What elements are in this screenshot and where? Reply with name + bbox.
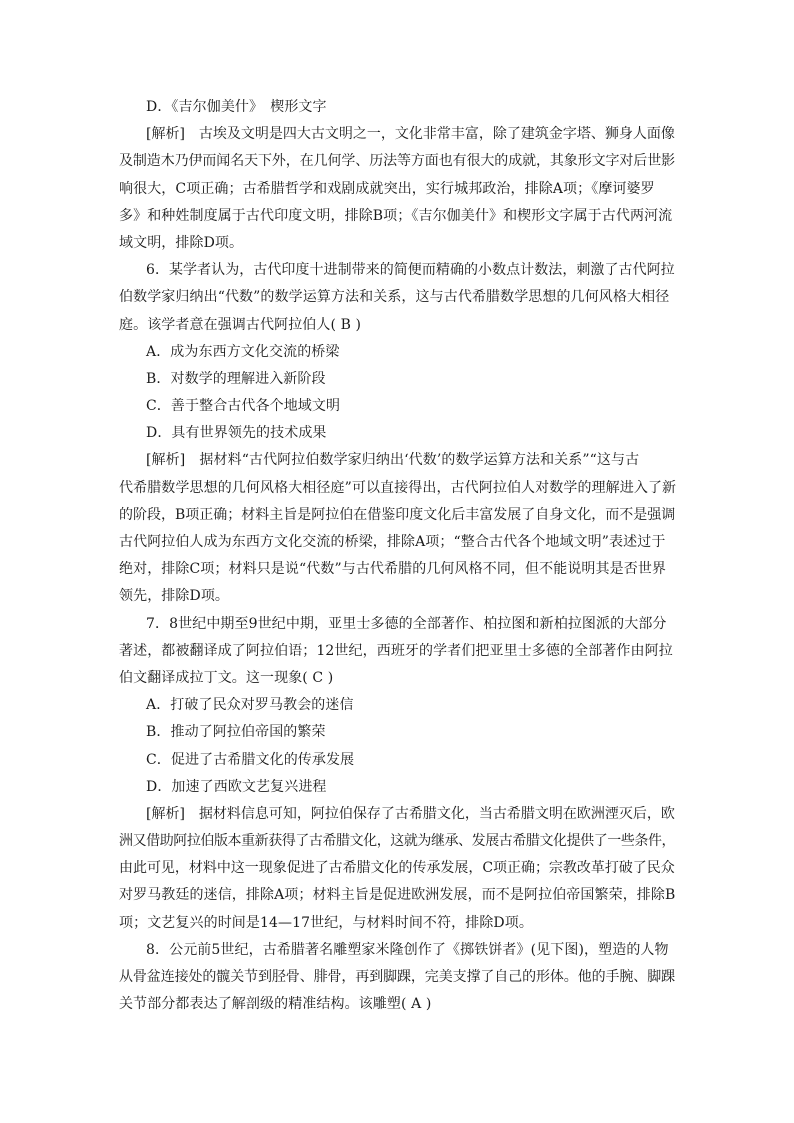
text-line: C．善于整合古代各个地域文明 xyxy=(146,398,341,415)
text-line: 的阶段，B项正确；材料主旨是阿拉伯在借鉴印度文化后丰富发展了自身文化，而不是强调 xyxy=(119,506,676,523)
text-line: 关节部分都表达了解剖级的精准结构。该雕塑( A ) xyxy=(119,996,432,1013)
text-line: 代希腊数学思想的几何风格大相径庭”可以直接得出，古代阿拉伯人对数学的理解进入了新 xyxy=(119,479,677,496)
text-line: 古代阿拉伯人成为东西方文化交流的桥梁，排除A项；“整合古代各个地域文明”表述过于 xyxy=(119,534,666,550)
text-line: 7．8世纪中期至9世纪中期，亚里士多德的全部著作、柏拉图和新柏拉图派的大部分 xyxy=(146,615,667,632)
text-line: D．加速了西欧文艺复兴进程 xyxy=(146,778,327,795)
text-line: B．推动了阿拉伯帝国的繁荣 xyxy=(146,724,326,741)
text-line: C．促进了古希腊文化的传承发展 xyxy=(146,751,355,768)
text-line: 伯文翻译成拉丁文。这一现象( C ) xyxy=(119,669,334,686)
text-line: A．打破了民众对罗马教会的迷信 xyxy=(146,697,354,714)
text-line: 从骨盆连接处的髋关节到胫骨、腓骨，再到脚踝，完美支撑了自己的形体。他的手腕、脚踝 xyxy=(119,969,675,985)
text-line: 由此可见，材料中这一现象促进了古希腊文化的传承发展，C项正确；宗教改革打破了民众 xyxy=(119,860,675,877)
text-line: 8．公元前5世纪，古希腊著名雕塑家米隆创作了《掷铁饼者》(见下图)，塑造的人物 xyxy=(146,941,669,958)
text-line: 庭。该学者意在强调古代阿拉伯人( B ) xyxy=(119,316,362,333)
text-line: [解析] 古埃及文明是四大古文明之一，文化非常丰富，除了建筑金字塔、狮身人面像 xyxy=(146,126,675,143)
text-line: 6．某学者认为，古代印度十进制带来的简便而精确的小数点计数法，刺激了古代阿拉 xyxy=(146,262,675,279)
text-line: 多》和种姓制度属于古代印度文明，排除B项；《吉尔伽美什》和楔形文字属于古代两河流 xyxy=(119,207,673,224)
text-line: [解析] 据材料信息可知，阿拉伯保存了古希腊文化，当古希腊文明在欧洲湮灭后，欧 xyxy=(146,805,675,822)
text-line: 领先，排除D项。 xyxy=(119,588,230,605)
text-line: 响很大，C项正确；古希腊哲学和戏剧成就突出，实行城邦政治，排除A项；《摩诃婆罗 xyxy=(119,180,655,197)
text-line: B．对数学的理解进入新阶段 xyxy=(146,370,326,387)
text-line: 项；文艺复兴的时间是14—17世纪，与材料时间不符，排除D项。 xyxy=(119,914,533,931)
text-line: D．具有世界领先的技术成果 xyxy=(146,425,327,442)
text-line: 伯数学家归纳出“代数”的数学运算方法和关系，这与古代希腊数学思想的几何风格大相径 xyxy=(119,289,670,306)
text-line: 洲又借助阿拉伯版本重新获得了古希腊文化，这就为继承、发展古希腊文化提供了一些条件， xyxy=(119,833,676,850)
text-line: 域文明，排除D项。 xyxy=(119,234,244,251)
text-line: 对罗马教廷的迷信，排除A项；材料主旨是促进欧洲发展，而不是阿拉伯帝国繁荣，排除B xyxy=(119,887,676,904)
text-line: [解析] 据材料“古代阿拉伯数学家归纳出‘代数’的数学运算方法和关系”“这与古 xyxy=(146,452,640,469)
text-line: 及制造木乃伊而闻名天下外，在几何学、历法等方面也有很大的成就，其象形文字对后世影 xyxy=(119,153,675,170)
document-page xyxy=(119,94,675,1018)
text-line: 著述，都被翻译成了阿拉伯语；12世纪，西班牙的学者们把亚里士多德的全部著作由阿拉 xyxy=(119,642,673,659)
text-line: D．《吉尔伽美什》 楔形文字 xyxy=(146,99,327,115)
text-line: 绝对，排除C项；材料只是说“代数”与古代希腊的几何风格不同，但不能说明其是否世界 xyxy=(119,561,667,578)
text-line: A．成为东西方文化交流的桥梁 xyxy=(146,343,340,360)
